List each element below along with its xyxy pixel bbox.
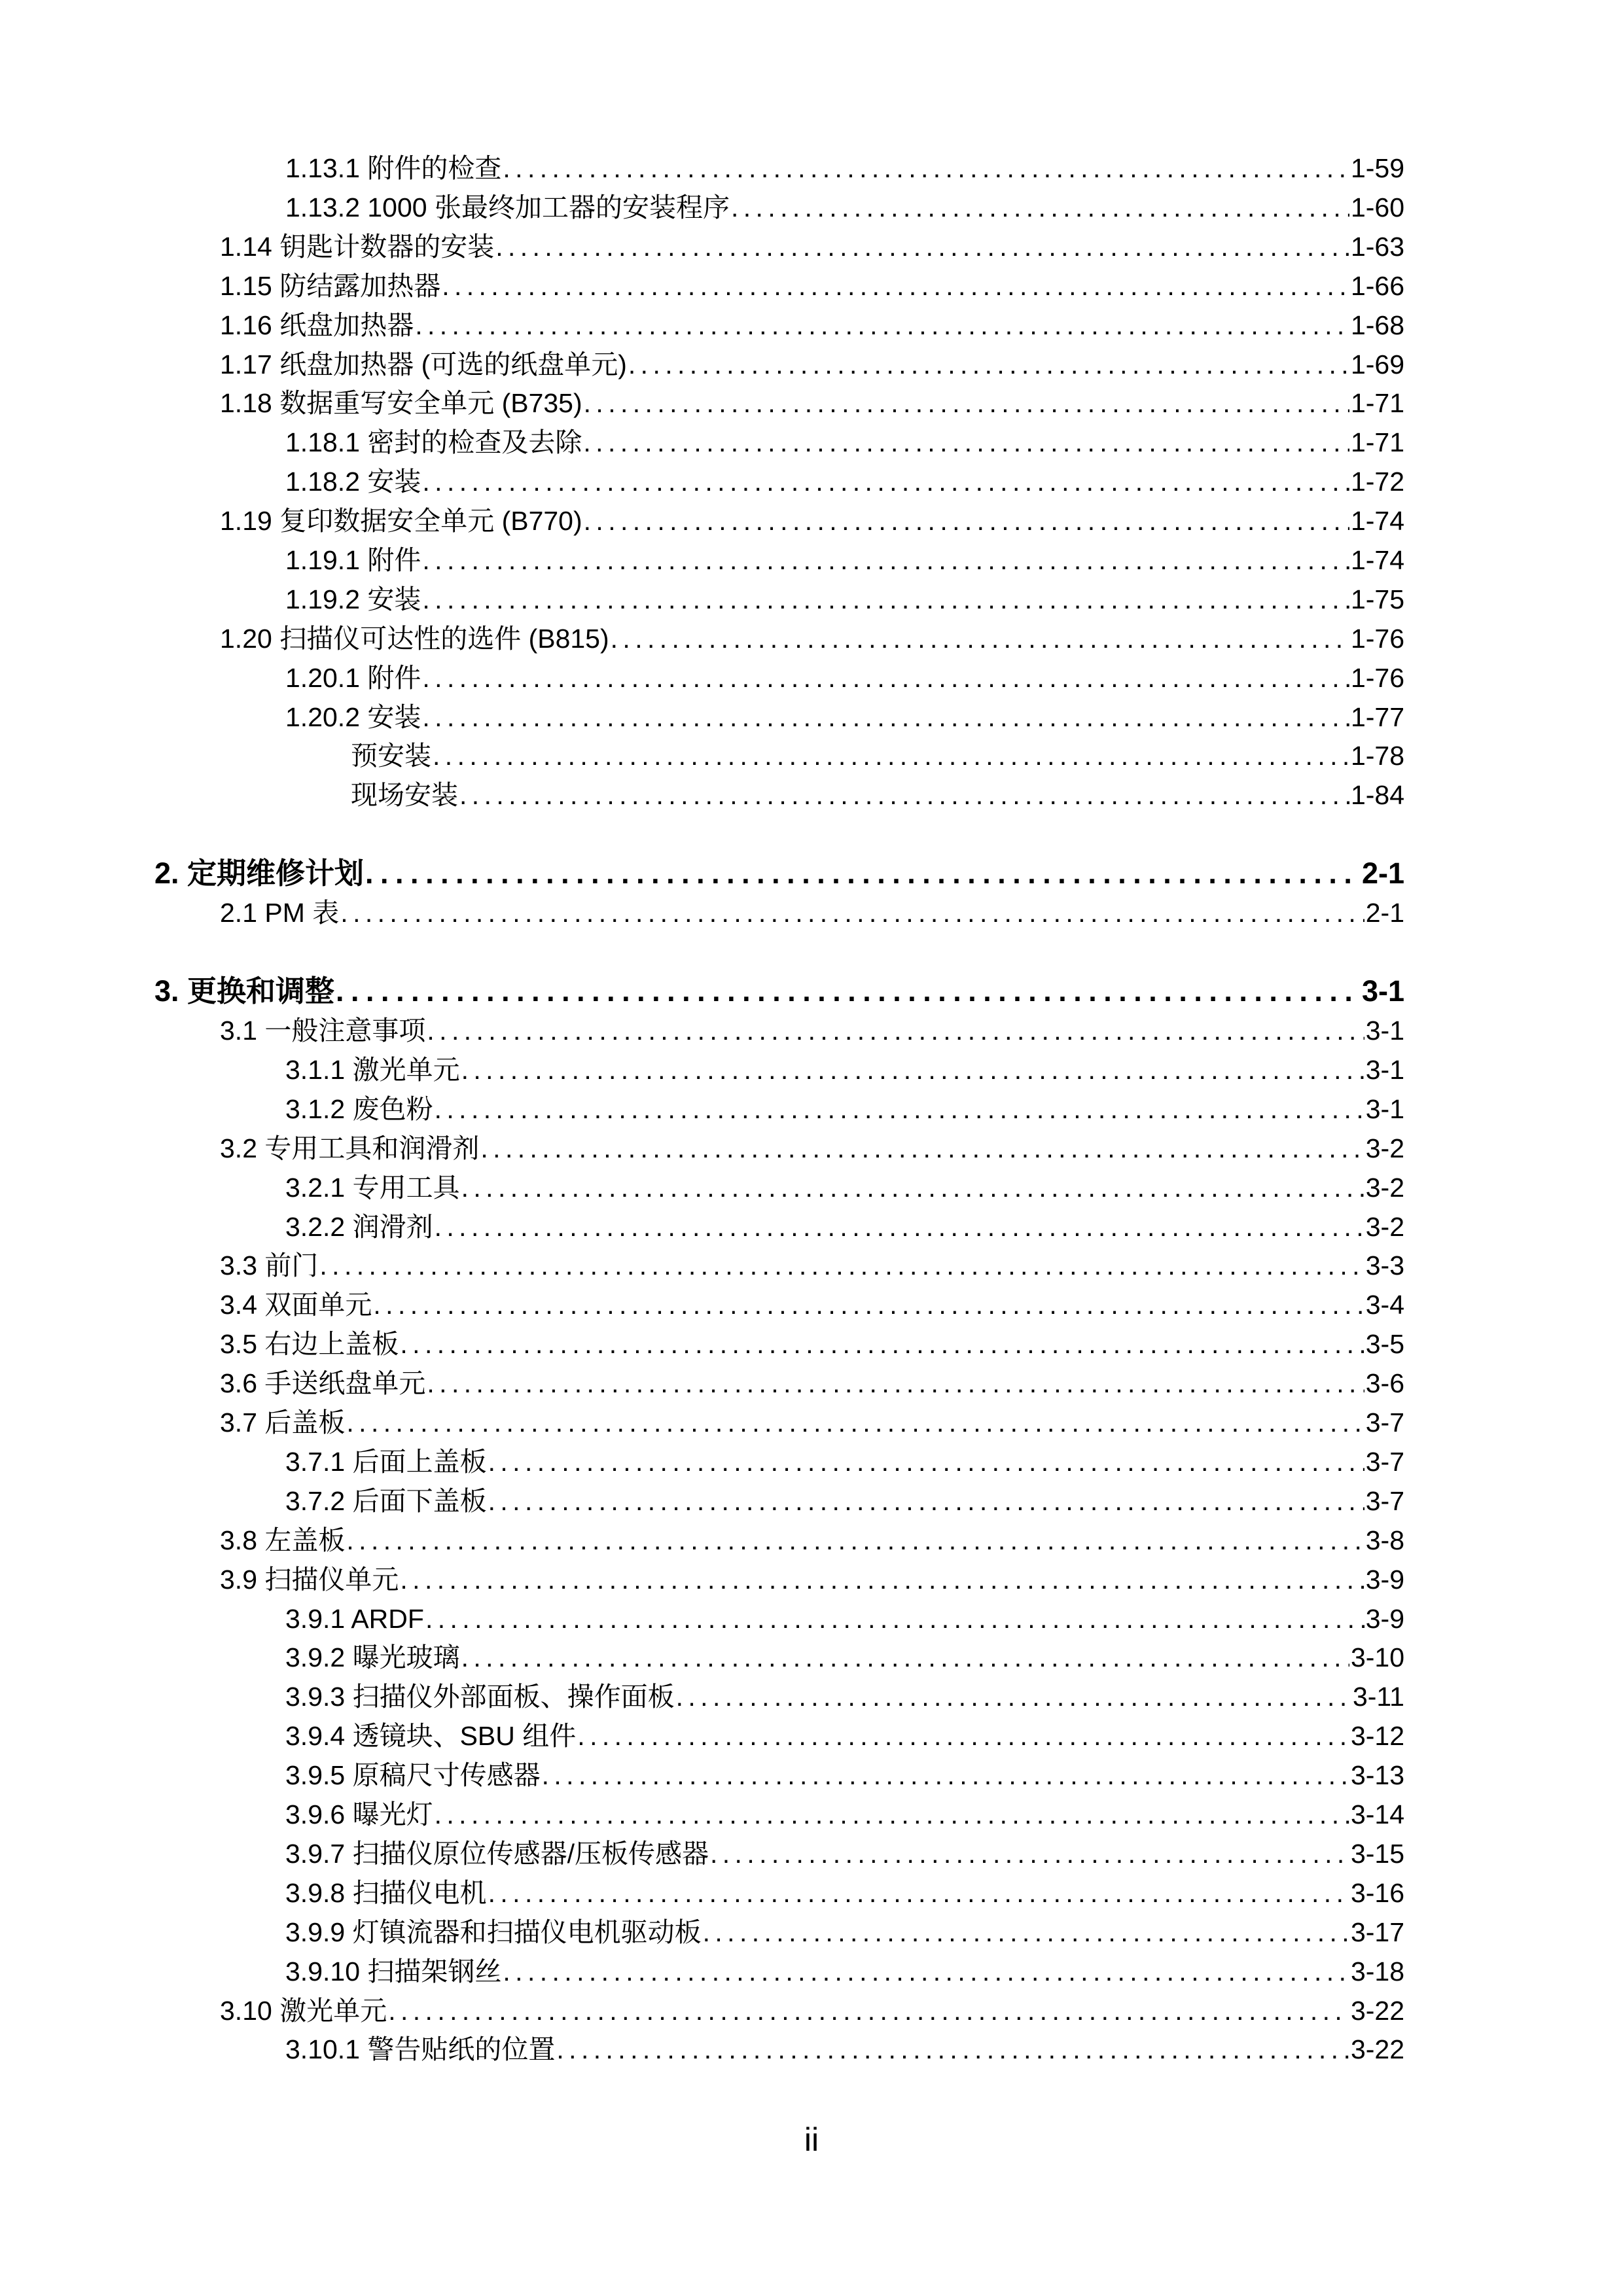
toc-entry-title: 1.20.1 附件: [285, 663, 421, 693]
toc-dot-leader: [584, 383, 1349, 423]
toc-dot-leader: [710, 1834, 1349, 1873]
toc-entry-title: 3.10 激光单元: [220, 1996, 387, 2026]
toc-dot-leader: [488, 1873, 1349, 1913]
toc-entry[interactable]: [285, 1952, 1404, 1991]
toc-entry-title: 3.9.5 原稿尺寸传感器: [285, 1760, 541, 1790]
toc-entry-title: 3.2 专用工具和润滑剂: [220, 1133, 480, 1163]
toc-entry-page: 3-12: [1350, 1721, 1404, 1751]
toc-entry-title: 3. 更换和调整: [154, 974, 335, 1008]
toc-entry[interactable]: [220, 345, 1404, 384]
toc-dot-leader: [422, 540, 1349, 580]
toc-entry-title: 3.9.8 扫描仪电机: [285, 1878, 487, 1908]
toc-entry-page: 3-5: [1365, 1329, 1404, 1359]
toc-entry-page: 3-1: [1365, 1094, 1404, 1124]
toc-entry-title: 1.19 复印数据安全单元 (B770): [220, 506, 582, 536]
toc-entry-page: 3-14: [1350, 1799, 1404, 1829]
toc-entry-page: 3-1: [1361, 974, 1404, 1008]
toc-dot-leader: [461, 1638, 1349, 1677]
toc-entry-page: 3-2: [1365, 1133, 1404, 1163]
toc-entry-page: 1-74: [1350, 545, 1404, 575]
toc-chapter-entry[interactable]: [154, 854, 1404, 893]
toc-entry-page: 1-77: [1350, 702, 1404, 732]
toc-entry-page: 3-18: [1350, 1956, 1404, 1987]
toc-entry-title: 3.6 手送纸盘单元: [220, 1368, 426, 1398]
toc-entry[interactable]: [220, 266, 1404, 306]
page-number: ii: [804, 2121, 819, 2158]
toc-entry[interactable]: [220, 1560, 1404, 1599]
toc-entry-page: 2-1: [1361, 857, 1404, 890]
toc-entry[interactable]: [285, 1716, 1404, 1756]
toc-dot-leader: [676, 1677, 1351, 1716]
toc-entry[interactable]: [285, 1638, 1404, 1677]
toc-entry[interactable]: [220, 1324, 1404, 1364]
toc-dot-leader: [435, 1089, 1364, 1129]
toc-dot-leader: [703, 1913, 1349, 1952]
toc-entry[interactable]: [220, 1364, 1404, 1403]
toc-entry[interactable]: [285, 1207, 1404, 1246]
toc-entry-title: 1.20 扫描仪可达性的选件 (B815): [220, 624, 609, 654]
toc-entry-page: 3-7: [1365, 1447, 1404, 1477]
toc-entry[interactable]: [285, 698, 1404, 737]
toc-entry-page: 1-76: [1350, 624, 1404, 654]
toc-entry-page: 3-13: [1350, 1760, 1404, 1790]
toc-entry[interactable]: [285, 1599, 1404, 1638]
toc-dot-leader: [503, 1952, 1349, 1991]
toc-entry-title: 3.9.10 扫描架钢丝: [285, 1956, 502, 1987]
toc-entry-page: 3-6: [1365, 1368, 1404, 1398]
toc-entry-title: 3.9 扫描仪单元: [220, 1564, 399, 1595]
toc-entry-page: 1-74: [1350, 506, 1404, 536]
toc-entry-page: 1-63: [1350, 232, 1404, 262]
toc-entry[interactable]: [285, 423, 1404, 462]
toc-dot-leader: [556, 2030, 1349, 2069]
toc-entry-page: 1-71: [1350, 427, 1404, 457]
toc-dot-leader: [461, 1050, 1364, 1089]
toc-entry-title: 3.7.1 后面上盖板: [285, 1447, 487, 1477]
toc-entry-page: 3-2: [1365, 1212, 1404, 1242]
toc-entry-page: 3-15: [1350, 1839, 1404, 1869]
toc-dot-leader: [628, 345, 1349, 384]
toc-entry-page: 3-22: [1350, 1996, 1404, 2026]
toc-entry-title: 3.1.2 废色粉: [285, 1094, 433, 1124]
toc-entry[interactable]: [220, 383, 1404, 423]
toc-entry-page: 3-3: [1365, 1250, 1404, 1280]
toc-entry-page: 1-75: [1350, 584, 1404, 614]
toc-entry-page: 1-71: [1350, 388, 1404, 418]
toc-dot-leader: [488, 1481, 1364, 1521]
toc-dot-leader: [388, 1991, 1349, 2030]
toc-dot-leader: [422, 462, 1349, 501]
toc-entry[interactable]: [285, 1795, 1404, 1834]
toc-dot-leader: [459, 775, 1349, 815]
toc-entry-title: 1.16 纸盘加热器: [220, 310, 414, 340]
toc-entry-title: 1.18 数据重写安全单元 (B735): [220, 388, 582, 418]
toc-dot-leader: [435, 1207, 1364, 1246]
toc-entry-page: 3-4: [1365, 1290, 1404, 1320]
toc-entry-page: 1-66: [1350, 271, 1404, 301]
toc-entry-title: 3.9.2 曝光玻璃: [285, 1642, 460, 1672]
toc-entry-title: 3.8 左盖板: [220, 1525, 346, 1555]
toc-dot-leader: [415, 306, 1349, 345]
toc-entry[interactable]: [285, 1834, 1404, 1873]
toc-entry-title: 1.15 防结露加热器: [220, 271, 441, 301]
toc-entry-page: 3-7: [1365, 1486, 1404, 1516]
toc-entry[interactable]: [285, 1481, 1404, 1521]
toc-dot-leader: [319, 1246, 1364, 1285]
toc-entry-page: 1-72: [1350, 467, 1404, 497]
toc-entry[interactable]: [220, 1129, 1404, 1168]
toc-entry[interactable]: [285, 1756, 1404, 1795]
toc-entry[interactable]: [220, 1403, 1404, 1442]
toc-entry-page: 1-76: [1350, 663, 1404, 693]
toc-entry-page: 3-16: [1350, 1878, 1404, 1908]
toc-entry-page: 1-60: [1350, 192, 1404, 222]
toc-entry[interactable]: [285, 1168, 1404, 1207]
toc-entry-title: 3.9.7 扫描仪原位传感器/压板传感器: [285, 1839, 709, 1869]
toc-entry-page: 1-78: [1350, 741, 1404, 771]
toc-entry-page: 3-22: [1350, 2034, 1404, 2064]
toc-entry-page: 3-1: [1365, 1016, 1404, 1046]
toc-entry-title: 3.9.3 扫描仪外部面板、操作面板: [285, 1682, 675, 1712]
toc-entry[interactable]: [285, 1050, 1404, 1089]
toc-entry[interactable]: [285, 2030, 1404, 2069]
toc-entry[interactable]: [285, 540, 1404, 580]
toc-entry-title: 预安装: [351, 741, 431, 771]
toc-entry[interactable]: [220, 227, 1404, 266]
toc-entry[interactable]: [285, 462, 1404, 501]
toc-dot-leader: [425, 1599, 1364, 1638]
toc-dot-leader: [577, 1716, 1349, 1756]
toc-dot-leader: [427, 1364, 1364, 1403]
toc-entry-page: 3-8: [1365, 1525, 1404, 1555]
toc-entry-title: 3.4 双面单元: [220, 1290, 372, 1320]
toc-entry[interactable]: [285, 1873, 1404, 1913]
toc-dot-leader: [542, 1756, 1349, 1795]
toc-entry-title: 3.9.6 曝光灯: [285, 1799, 433, 1829]
toc-dot-leader: [433, 736, 1349, 775]
toc-dot-leader: [584, 501, 1349, 540]
toc-entry[interactable]: [285, 1677, 1404, 1716]
toc-entry-page: 3-9: [1365, 1604, 1404, 1634]
toc-entry-page: 3-11: [1352, 1682, 1404, 1712]
toc-entry[interactable]: [285, 580, 1404, 619]
toc-entry-title: 2.1 PM 表: [220, 898, 340, 928]
toc-entry-title: 现场安装: [351, 780, 458, 810]
toc-chapter-entry[interactable]: [154, 972, 1404, 1011]
toc-entry-title: 1.19.2 安装: [285, 584, 421, 614]
toc-dot-leader: [488, 1442, 1364, 1481]
toc-dot-leader: [442, 266, 1349, 306]
toc-dot-leader: [461, 1168, 1364, 1207]
toc-entry-page: 3-1: [1365, 1055, 1404, 1085]
toc-dot-leader: [422, 580, 1349, 619]
toc-dot-leader: [336, 972, 1361, 1011]
toc-entry-page: 1-69: [1350, 349, 1404, 380]
toc-entry-title: 3.5 右边上盖板: [220, 1329, 399, 1359]
toc-entry[interactable]: [220, 306, 1404, 345]
toc-dot-leader: [503, 149, 1349, 188]
toc-entry-page: 3-9: [1365, 1564, 1404, 1595]
toc-entry-title: 1.13.2 1000 张最终加工器的安装程序: [285, 192, 730, 222]
toc-entry[interactable]: [285, 658, 1404, 698]
toc-entry[interactable]: [285, 188, 1404, 227]
toc-dot-leader: [427, 1011, 1364, 1050]
toc-entry-title: 2. 定期维修计划: [154, 857, 365, 890]
toc-entry[interactable]: [285, 1913, 1404, 1952]
toc-entry-title: 3.9.4 透镜块、SBU 组件: [285, 1721, 577, 1751]
toc-entry[interactable]: [220, 619, 1404, 658]
toc-entry-title: 3.2.2 润滑剂: [285, 1212, 433, 1242]
toc-dot-leader: [611, 619, 1349, 658]
toc-entry[interactable]: [351, 736, 1404, 775]
toc-entry-title: 3.3 前门: [220, 1250, 319, 1280]
toc-dot-leader: [435, 1795, 1349, 1834]
toc-dot-leader: [400, 1560, 1364, 1599]
toc-dot-leader: [365, 854, 1361, 893]
toc-entry[interactable]: [285, 1089, 1404, 1129]
toc-entry[interactable]: [220, 1285, 1404, 1324]
toc-entry-title: 3.10.1 警告贴纸的位置: [285, 2034, 556, 2064]
toc-entry[interactable]: [285, 1442, 1404, 1481]
toc-entry-title: 1.20.2 安装: [285, 702, 421, 732]
toc-entry[interactable]: [220, 1246, 1404, 1285]
toc-entry-title: 1.14 钥匙计数器的安装: [220, 232, 495, 262]
toc-entry-title: 3.1 一般注意事项: [220, 1016, 426, 1046]
toc-entry-title: 3.2.1 专用工具: [285, 1173, 460, 1203]
toc-entry[interactable]: [220, 501, 1404, 540]
toc-dot-leader: [480, 1129, 1364, 1168]
toc-dot-leader: [340, 893, 1364, 932]
toc-dot-leader: [422, 698, 1349, 737]
toc-entry-page: 3-10: [1350, 1642, 1404, 1672]
toc-dot-leader: [346, 1521, 1364, 1560]
toc-entry-page: 3-2: [1365, 1173, 1404, 1203]
toc-entry-page: 1-84: [1350, 780, 1404, 810]
toc-entry-page: 3-17: [1350, 1917, 1404, 1947]
toc-entry-title: 1.19.1 附件: [285, 545, 421, 575]
toc-entry-title: 1.18.2 安装: [285, 467, 421, 497]
toc-dot-leader: [373, 1285, 1364, 1324]
toc-dot-leader: [495, 227, 1349, 266]
toc-entry-page: 1-68: [1350, 310, 1404, 340]
toc-entry-title: 3.9.1 ARDF: [285, 1604, 424, 1634]
toc-entry-title: 3.1.1 激光单元: [285, 1055, 460, 1085]
toc-dot-leader: [422, 658, 1349, 698]
toc-entry-page: 1-59: [1350, 153, 1404, 183]
toc-dot-leader: [400, 1324, 1364, 1364]
toc-dot-leader: [731, 188, 1349, 227]
toc-entry-title: 1.13.1 附件的检查: [285, 153, 502, 183]
toc-dot-leader: [583, 423, 1349, 462]
toc-entry[interactable]: [285, 149, 1404, 188]
toc-entry[interactable]: [351, 775, 1404, 815]
toc-entry-title: 3.9.9 灯镇流器和扫描仪电机驱动板: [285, 1917, 702, 1947]
toc-entry[interactable]: [220, 1991, 1404, 2030]
toc-entry-page: 2-1: [1365, 898, 1404, 928]
toc-dot-leader: [346, 1403, 1364, 1442]
toc-entry-title: 1.17 纸盘加热器 (可选的纸盘单元): [220, 349, 627, 380]
toc-entry[interactable]: [220, 1521, 1404, 1560]
toc-entry-title: 3.7 后盖板: [220, 1407, 346, 1438]
toc-entry-title: 1.18.1 密封的检查及去除: [285, 427, 582, 457]
toc-entry[interactable]: [220, 1011, 1404, 1050]
toc-entry[interactable]: [220, 893, 1404, 932]
toc-entry-title: 3.7.2 后面下盖板: [285, 1486, 487, 1516]
toc-entry-page: 3-7: [1365, 1407, 1404, 1438]
